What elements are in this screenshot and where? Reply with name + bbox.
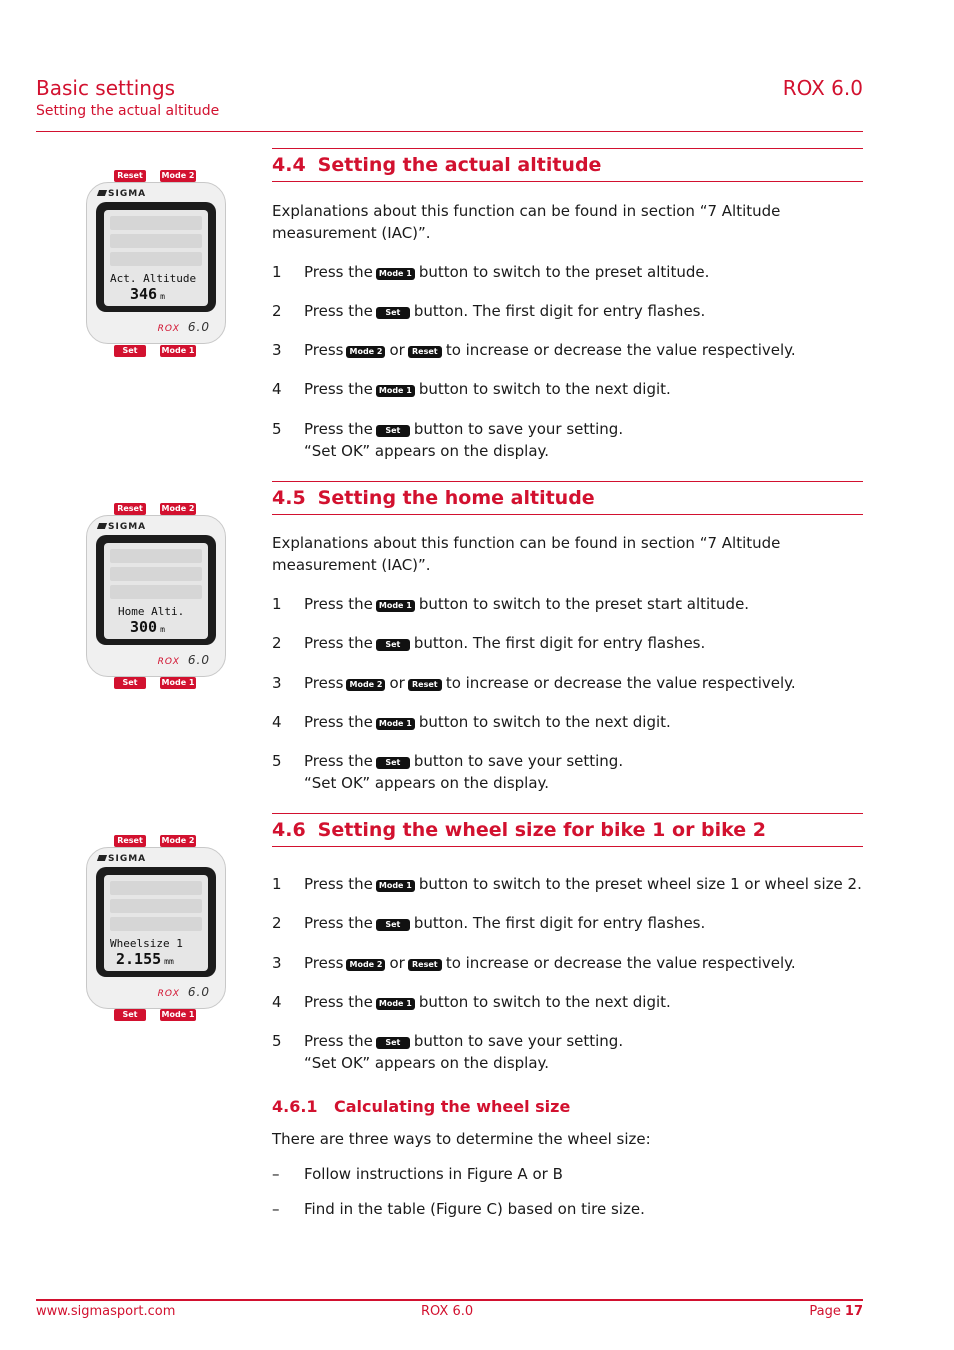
set-key-icon: Set bbox=[376, 425, 410, 437]
lcd-ghost-segment bbox=[110, 216, 202, 230]
set-key-icon: Set bbox=[376, 919, 410, 931]
device-model: ROX 6.0 bbox=[157, 985, 210, 999]
lcd-ghost-segment bbox=[110, 252, 202, 266]
list-item: – Find in the table (Figure C) based on tire size. bbox=[272, 1200, 645, 1218]
section-4-5 bbox=[272, 481, 863, 794]
device-model: ROX 6.0 bbox=[157, 320, 210, 334]
lcd-ghost-segment bbox=[110, 234, 202, 248]
device-illustration-home-altitude bbox=[86, 503, 226, 695]
step-2: 2 Press the Set button. The first digit for entry flashes. bbox=[272, 634, 706, 652]
device-set-tag: Set bbox=[114, 1009, 146, 1021]
lcd-ghost-segment bbox=[110, 899, 202, 913]
header-subtitle: Setting the actual altitude bbox=[36, 103, 220, 119]
mode2-key-icon: Mode 2 bbox=[346, 959, 385, 971]
step-1: 1 Press the Mode 1 button to switch to the preset start altitude. bbox=[272, 595, 750, 613]
device-reset-tag: Reset bbox=[114, 503, 146, 515]
device-reset-tag: Reset bbox=[114, 170, 146, 182]
subsection-heading bbox=[272, 1097, 863, 1116]
section-number: 4.4 bbox=[272, 154, 306, 176]
lcd-ghost-segment bbox=[110, 881, 202, 895]
device-illustration-actual-altitude bbox=[86, 170, 226, 362]
set-key-icon: Set bbox=[376, 1037, 410, 1049]
footer-rule bbox=[36, 1299, 863, 1301]
reset-key-icon: Reset bbox=[408, 679, 442, 691]
device-lcd bbox=[104, 543, 208, 639]
device-mode2-tag: Mode 2 bbox=[161, 836, 195, 845]
lcd-value: 346 m bbox=[130, 285, 165, 303]
device-set-tag: Set bbox=[114, 345, 146, 357]
step-1: 1 Press the Mode 1 button to switch to the preset altitude. bbox=[272, 263, 710, 281]
mode1-key-icon: Mode 1 bbox=[376, 998, 415, 1010]
device-mode2-tag: Mode 2 bbox=[161, 504, 195, 513]
page-number: 17 bbox=[844, 1304, 863, 1319]
step-4: 4 Press the Mode 1 button to switch to the next digit. bbox=[272, 380, 671, 398]
header-rule bbox=[36, 131, 863, 132]
device-brand: SIGMA bbox=[108, 522, 147, 532]
step-3: 3 Press Mode 2 or Reset to increase or decrease the value respectively. bbox=[272, 341, 796, 359]
mode1-key-icon: Mode 1 bbox=[376, 268, 415, 280]
device-mode1-tag: Mode 1 bbox=[161, 1010, 195, 1019]
step-4: 4 Press the Mode 1 button to switch to the next digit. bbox=[272, 993, 671, 1011]
set-key-icon: Set bbox=[376, 307, 410, 319]
section-heading bbox=[272, 813, 863, 847]
section-4-6 bbox=[272, 813, 863, 1220]
device-lcd bbox=[104, 210, 208, 306]
device-mode2-tag: Mode 2 bbox=[161, 171, 195, 180]
step-2: 2 Press the Set button. The first digit for entry flashes. bbox=[272, 302, 706, 320]
section-title: Setting the wheel size for bike 1 or bike 2 bbox=[317, 819, 767, 841]
set-key-icon: Set bbox=[376, 757, 410, 769]
step-3: 3 Press Mode 2 or Reset to increase or decrease the value respectively. bbox=[272, 954, 796, 972]
section-heading bbox=[272, 148, 863, 182]
footer-page: Page 17 bbox=[809, 1304, 863, 1319]
device-mode1-tag: Mode 1 bbox=[161, 346, 195, 355]
section-4-4 bbox=[272, 148, 863, 462]
subsection-title: Calculating the wheel size bbox=[334, 1097, 571, 1116]
lcd-ghost-segment bbox=[110, 917, 202, 931]
mode2-key-icon: Mode 2 bbox=[346, 346, 385, 358]
lcd-value: 2.155 mm bbox=[116, 950, 174, 968]
device-set-tag: Set bbox=[114, 677, 146, 689]
set-key-icon: Set bbox=[376, 639, 410, 651]
device-mode1-tag: Mode 1 bbox=[161, 678, 195, 687]
reset-key-icon: Reset bbox=[408, 346, 442, 358]
section-title: Setting the actual altitude bbox=[317, 154, 602, 176]
step-1: 1 Press the Mode 1 button to switch to the preset wheel size 1 or wheel size 2. bbox=[272, 875, 862, 893]
mode2-key-icon: Mode 2 bbox=[346, 679, 385, 691]
list-item: – Follow instructions in Figure A or B bbox=[272, 1165, 563, 1183]
section-heading bbox=[272, 481, 863, 515]
device-lcd bbox=[104, 875, 208, 971]
step-5: 5 Press the Set button to save your setting. “Set OK” appears on the display. bbox=[272, 420, 624, 460]
reset-key-icon: Reset bbox=[408, 959, 442, 971]
lcd-label: Home Alti. bbox=[118, 605, 185, 618]
mode1-key-icon: Mode 1 bbox=[376, 718, 415, 730]
footer-product: ROX 6.0 bbox=[421, 1304, 474, 1319]
step-2: 2 Press the Set button. The first digit for entry flashes. bbox=[272, 914, 706, 932]
subsection-number: 4.6.1 bbox=[272, 1097, 318, 1116]
device-reset-tag: Reset bbox=[114, 835, 146, 847]
section-title: Setting the home altitude bbox=[317, 487, 595, 509]
mode1-key-icon: Mode 1 bbox=[376, 600, 415, 612]
step-5: 5 Press the Set button to save your setting. “Set OK” appears on the display. bbox=[272, 752, 624, 792]
footer-url[interactable]: www.sigmasport.com bbox=[36, 1304, 176, 1319]
subsection-intro: There are three ways to determine the wheel size: bbox=[272, 1130, 651, 1148]
step-4: 4 Press the Mode 1 button to switch to the next digit. bbox=[272, 713, 671, 731]
section-intro: Explanations about this function can be found in section “7 Altitude measurement (IAC)”. bbox=[272, 202, 781, 242]
lcd-ghost-segment bbox=[110, 549, 202, 563]
step-3: 3 Press Mode 2 or Reset to increase or decrease the value respectively. bbox=[272, 674, 796, 692]
section-number: 4.5 bbox=[272, 487, 306, 509]
lcd-ghost-segment bbox=[110, 585, 202, 599]
device-model: ROX 6.0 bbox=[157, 653, 210, 667]
section-number: 4.6 bbox=[272, 819, 306, 841]
device-illustration-wheel-size bbox=[86, 835, 226, 1027]
lcd-label: Wheelsize 1 bbox=[110, 937, 183, 950]
header-product: ROX 6.0 bbox=[782, 76, 863, 100]
header-title: Basic settings bbox=[36, 76, 176, 100]
device-brand: SIGMA bbox=[108, 189, 147, 199]
lcd-label: Act. Altitude bbox=[110, 272, 197, 285]
lcd-ghost-segment bbox=[110, 567, 202, 581]
step-5: 5 Press the Set button to save your setting. “Set OK” appears on the display. bbox=[272, 1032, 624, 1072]
section-intro: Explanations about this function can be found in section “7 Altitude measurement (IAC)”. bbox=[272, 534, 781, 574]
mode1-key-icon: Mode 1 bbox=[376, 385, 415, 397]
lcd-value: 300 m bbox=[130, 618, 165, 636]
mode1-key-icon: Mode 1 bbox=[376, 880, 415, 892]
device-brand: SIGMA bbox=[108, 854, 147, 864]
